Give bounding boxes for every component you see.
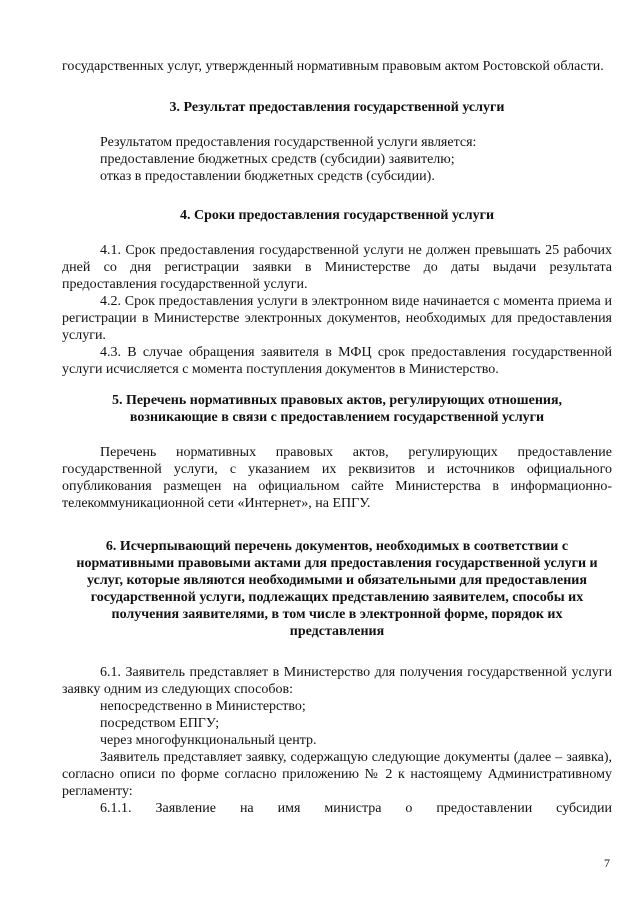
- section-6-heading: 6. Исчерпывающий перечень документов, необходимых в соответствии с нормативными правовыми актами для предоставления государственной услуги и услуг, которые являются необходимыми и обязательными для предоставления государственной услуги, подлежащих представлению заявителем, способы их получения заявителями, в том числе в электронной форме, порядок их представления: [76, 539, 598, 639]
- word: министра: [324, 801, 382, 816]
- paragraph-4-1: 4.1. Срок предоставления государственной услуги не должен превышать 25 рабочих дней со дня регистрации заявки в Министерстве до даты выдачи результата предоставления государственной услуги.: [62, 243, 612, 292]
- section-4-heading: 4. Сроки предоставления государственной услуги: [179, 208, 495, 223]
- paragraph-4-2: 4.2. Срок предоставления услуги в электронном виде начинается с момента приема и регистрации в Министерстве электронных документов, необходимых для предоставления услуги.: [62, 294, 612, 343]
- section-3-body: [62, 134, 612, 185]
- result-line: предоставление бюджетных средств (субсидии) заявителю;: [100, 152, 455, 167]
- paragraph-6-applicant: Заявитель представляет заявку, содержащую следующие документы (далее – заявка), согласно описи по форме согласно приложению № 2 к настоящему Административному регламенту:: [62, 750, 612, 799]
- submission-way: непосредственно в Министерство;: [100, 699, 306, 714]
- paragraph-6-1: 6.1. Заявитель представляет в Министерство для получения государственной услуги заявку одним из следующих способов:: [62, 665, 612, 697]
- word: о: [405, 801, 413, 816]
- word: на: [239, 801, 254, 816]
- result-line: Результатом предоставления государственной услуги является:: [100, 135, 477, 150]
- paragraph-4-3: 4.3. В случае обращения заявителя в МФЦ срок предоставления государственной услуги исчисляется с момента поступления документов в Министерство.: [62, 345, 612, 377]
- word: имя: [277, 801, 301, 816]
- paragraph-6-1-1-start: [62, 800, 612, 817]
- word: субсидии: [556, 801, 612, 816]
- submission-way: через многофункциональный центр.: [100, 733, 317, 748]
- document-page: [62, 58, 612, 817]
- page-number: 7: [604, 856, 610, 870]
- continuation-paragraph: государственных услуг, утвержденный нормативным правовым актом Ростовской области.: [62, 59, 604, 74]
- result-line: отказ в предоставлении бюджетных средств (субсидии).: [100, 169, 435, 184]
- paragraph-5-1: Перечень нормативных правовых актов, регулирующих предоставление государственной услуги, с указанием их реквизитов и источников официального опубликования размещен на официальном сайте Министерства в информационно-телекоммуникационной сети «Интернет», на ЕПГУ.: [62, 445, 612, 511]
- section-5-heading: 5. Перечень нормативных правовых актов, регулирующих отношения, возникающие в связи с предоставлением государственной услуги: [111, 393, 563, 425]
- word: Заявление: [155, 801, 216, 816]
- word: предоставлении: [436, 801, 533, 816]
- submission-way: посредством ЕПГУ;: [100, 716, 220, 731]
- section-3-heading: 3. Результат предоставления государственной услуги: [169, 100, 505, 115]
- word: 6.1.1.: [100, 801, 132, 816]
